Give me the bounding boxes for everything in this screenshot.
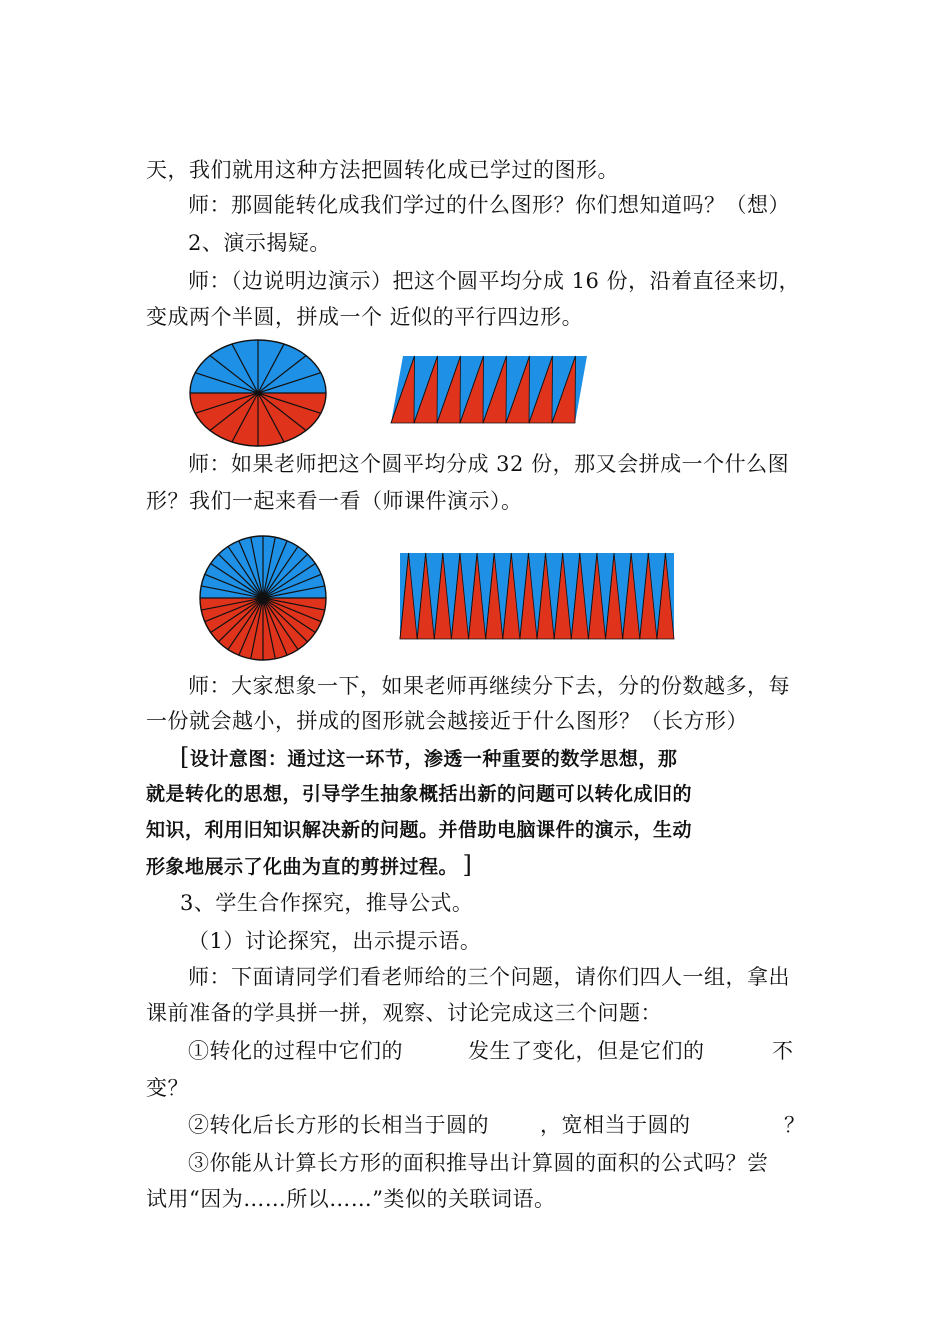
question-1b: 发生了变化，但是它们的 xyxy=(468,1039,705,1063)
design-intent-line-3: 知识，利用旧知识解决新的问题。并借助电脑课件的演示，生动 xyxy=(146,819,693,841)
line-9b: 课前准备的学具拼一拼，观察、讨论完成这三个问题： xyxy=(146,1001,662,1025)
question-1a: ①转化的过程中它们的 xyxy=(188,1039,403,1063)
line-2: 师：那圆能转化成我们学过的什么图形？你们想知道吗？（想） xyxy=(188,193,790,217)
line-7: 3、学生合作探究，推导公式。 xyxy=(180,891,474,915)
circle-16-figure xyxy=(188,338,328,448)
line-9a: 师：下面请同学们看老师给的三个问题，请你们四人一组，拿出 xyxy=(188,965,790,989)
question-1d: 变？ xyxy=(146,1076,189,1100)
parallelogram-16-figure xyxy=(389,355,589,425)
design-open-bracket: [ xyxy=(180,743,190,771)
design-intent-line-1 xyxy=(180,742,677,774)
line-1: 天，我们就用这种方法把圆转化成已学过的图形。 xyxy=(146,158,619,182)
rectangle-32-figure xyxy=(399,552,675,640)
question-2b: ，宽相当于圆的 xyxy=(540,1113,691,1137)
question-2c: ？ xyxy=(784,1113,806,1137)
question-3b: 试用“因为……所以……”类似的关联词语。 xyxy=(146,1187,556,1211)
design-intent-line-2: 就是转化的思想，引导学生抽象概括出新的问题可以转化成旧的 xyxy=(146,783,693,805)
question-3a: ③你能从计算长方形的面积推导出计算圆的面积的公式吗？尝 xyxy=(188,1151,769,1175)
line-4a: 师：（边说明边演示）把这个圆平均分成 16 份，沿着直径来切， xyxy=(188,269,801,293)
question-1c: 不 xyxy=(772,1039,794,1063)
design-text-a: 设计意图：通过这一环节，渗透一种重要的数学思想，那 xyxy=(189,748,678,770)
line-3: 2、演示揭疑。 xyxy=(188,231,331,255)
design-close-bracket: ] xyxy=(462,851,473,879)
line-6b: 一份就会越小，拼成的图形就会越接近于什么图形？（长方形） xyxy=(146,709,748,733)
line-4b: 变成两个半圆，拼成一个 近似的平行四边形。 xyxy=(146,305,584,329)
question-2a: ②转化后长方形的长相当于圆的 xyxy=(188,1113,489,1137)
line-8: （1）讨论探究，出示提示语。 xyxy=(188,929,482,953)
design-intent-line-4 xyxy=(146,850,472,882)
design-text-d: 形象地展示了化曲为直的剪拼过程。 xyxy=(146,856,449,878)
line-5b: 形？我们一起来看一看（师课件演示）。 xyxy=(146,489,523,513)
circle-32-figure xyxy=(198,534,328,662)
line-5a: 师：如果老师把这个圆平均分成 32 份，那又会拼成一个什么图 xyxy=(188,452,790,476)
line-6a: 师：大家想象一下，如果老师再继续分下去，分的份数越多，每 xyxy=(188,674,790,698)
